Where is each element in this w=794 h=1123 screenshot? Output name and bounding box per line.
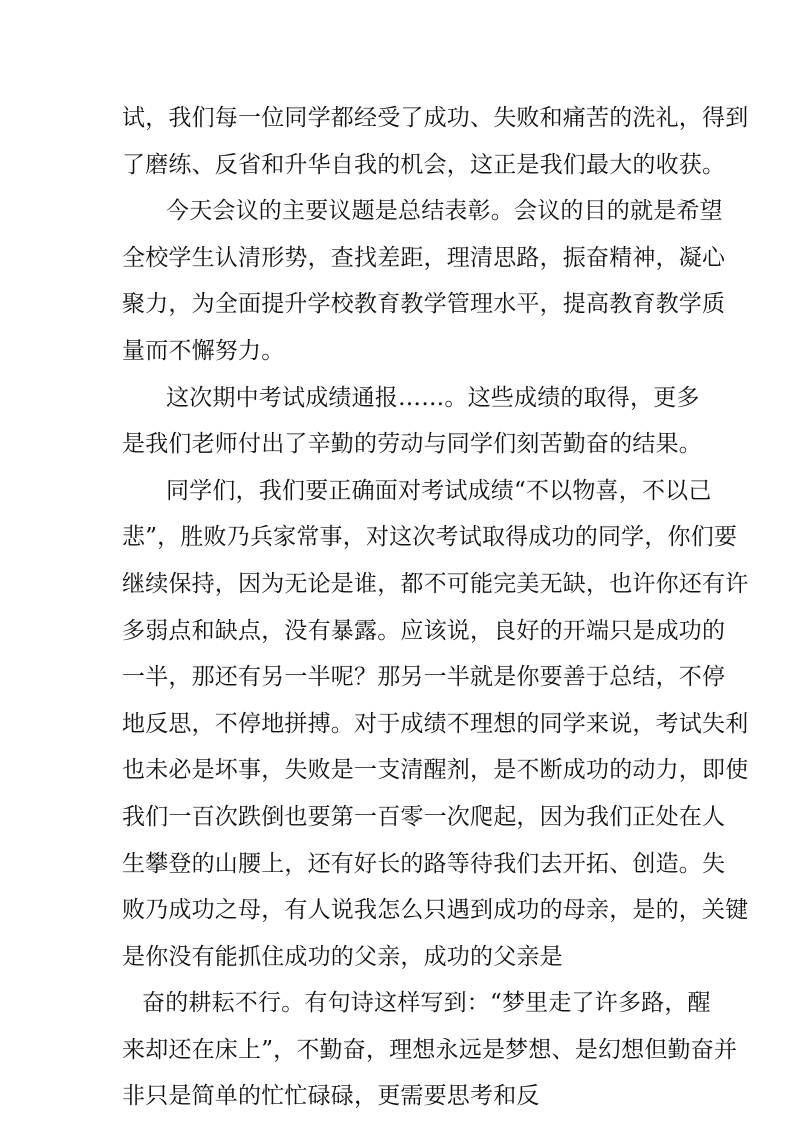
text-line: 一半，那还有另一半呢？那另一半就是你要善于总结，不停 [122, 664, 726, 691]
text-line: 是我们老师付出了辛勤的劳动与同学们刻苦勤奋的结果。 [122, 431, 702, 458]
paragraph-start-line: 同学们，我们要正确面对考试成绩“不以物喜，不以己 [166, 477, 712, 504]
text-line: 了磨练、反省和升华自我的机会，这正是我们最大的收获。 [122, 151, 726, 178]
text-line: 继续保持，因为无论是谁，都不可能完美无缺，也许你还有许 [122, 570, 749, 597]
text-line: 我们一百次跌倒也要第一百零一次爬起，因为我们正处在人 [122, 803, 726, 830]
text-line: 试，我们每一位同学都经受了成功、失败和痛苦的洗礼，得到 [122, 105, 749, 131]
text-line: 生攀登的山腰上，还有好长的路等待我们去开拓、创造。失 [122, 850, 726, 877]
text-line: 多弱点和缺点，没有暴露。应该说，良好的开端只是成功的 [122, 617, 726, 644]
text-line: 全校学生认清形势，查找差距，理清思路，振奋精神，凝心 [122, 244, 726, 271]
paragraph-start-line: 今天会议的主要议题是总结表彰。会议的目的就是希望 [166, 198, 723, 225]
text-line: 聚力，为全面提升学校教育教学管理水平，提高教育教学质 [122, 291, 726, 318]
paragraph-start-line: 奋的耕耘不行。有句诗这样写到：“梦里走了许多路，醒 [142, 990, 711, 1017]
text-line: 非只是简单的忙忙碌碌，更需要思考和反 [122, 1083, 540, 1110]
text-line: 也未必是坏事，失败是一支清醒剂，是不断成功的动力，即使 [122, 757, 749, 784]
text-line: 悲”，胜败乃兵家常事，对这次考试取得成功的同学，你们要 [122, 524, 738, 551]
paragraph-start-line: 这次期中考试成绩通报……。这些成绩的取得，更多 [166, 384, 700, 411]
text-line: 来却还在床上”，不勤奋，理想永远是梦想、是幻想但勤奋并 [122, 1036, 738, 1063]
text-line: 地反思，不停地拼搏。对于成绩不理想的同学来说，考试失利 [122, 710, 749, 737]
text-line: 败乃成功之母，有人说我怎么只遇到成功的母亲，是的，关键 [122, 897, 749, 924]
text-line: 是你没有能抓住成功的父亲，成功的父亲是 [122, 943, 563, 970]
body-text [122, 95, 749, 1120]
text-line: 量而不懈努力。 [122, 337, 285, 364]
